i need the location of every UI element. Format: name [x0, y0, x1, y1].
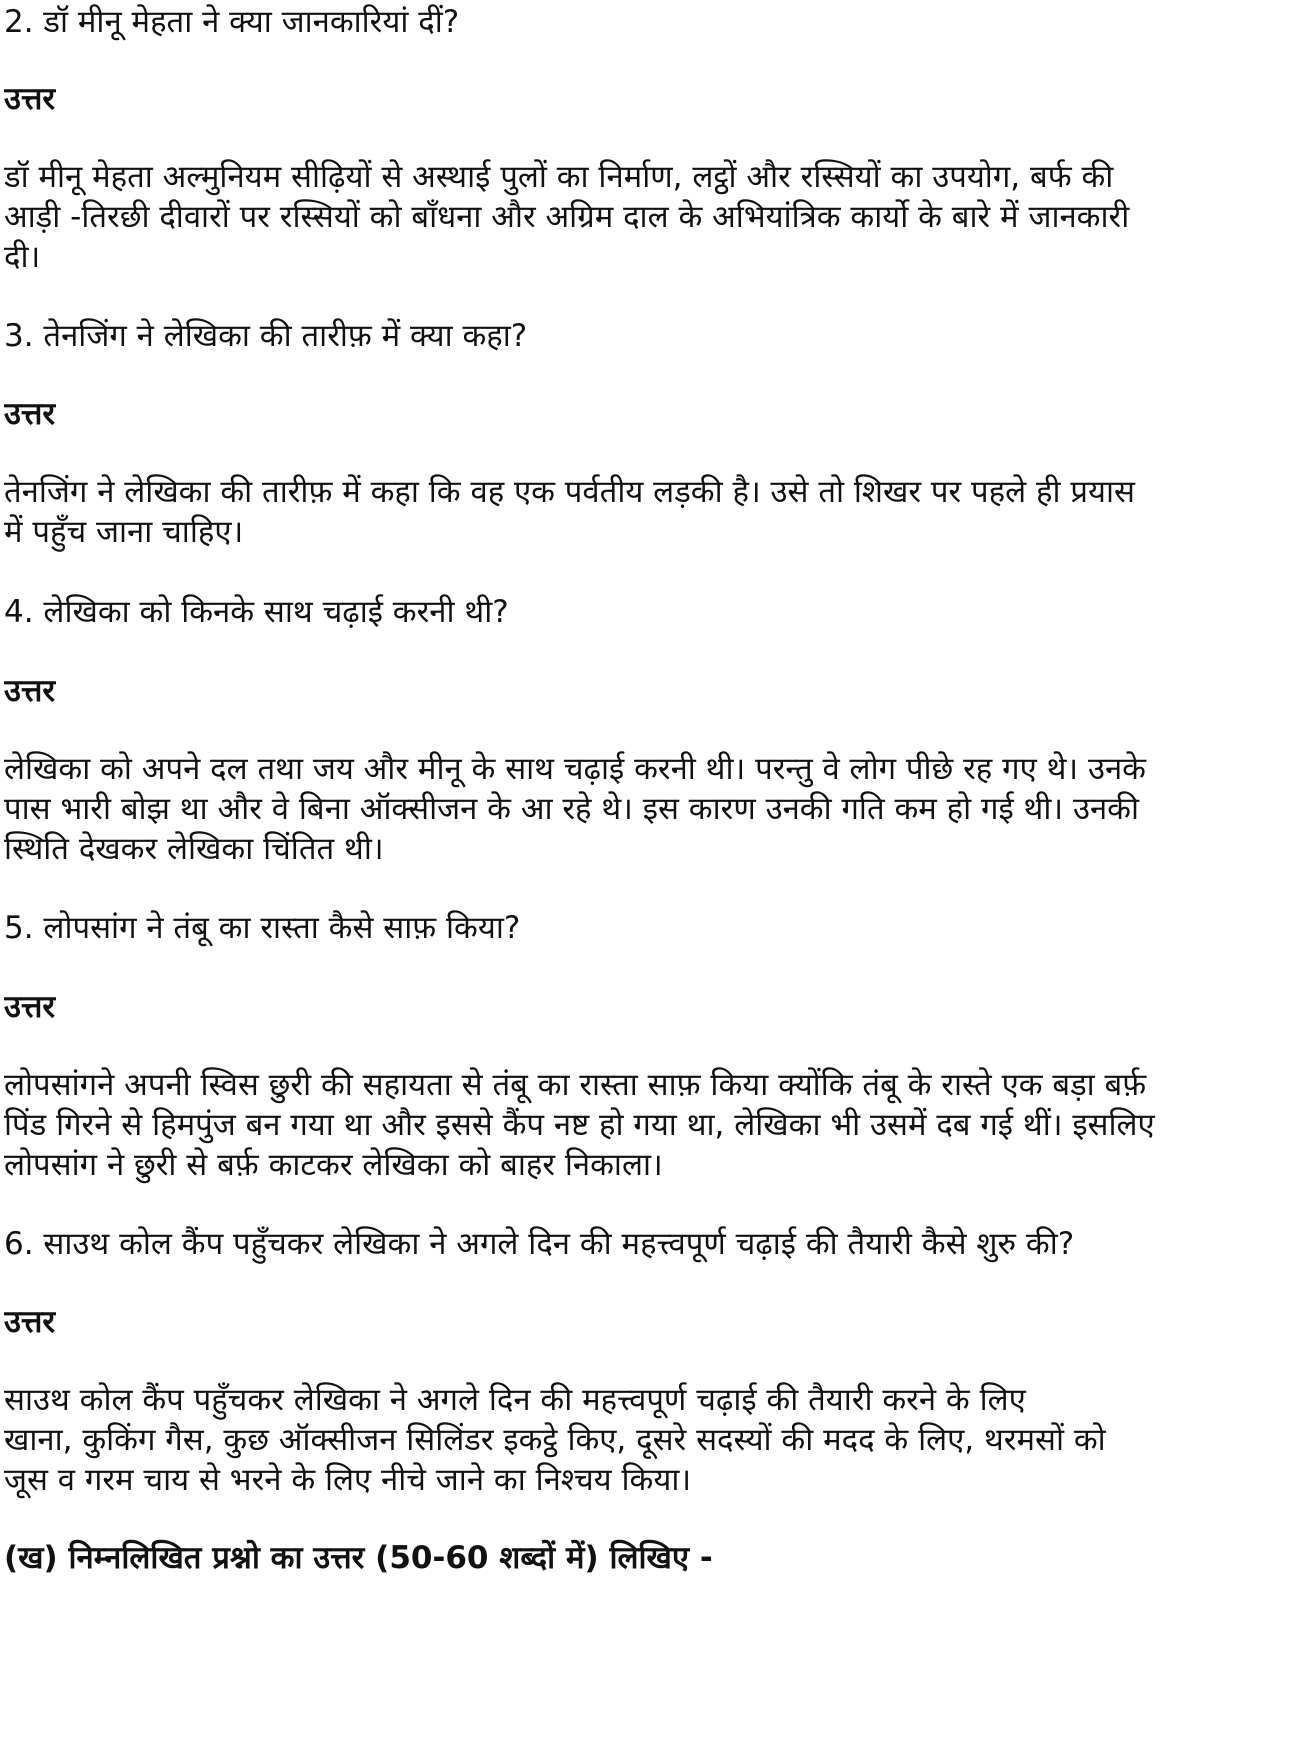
answer-5-line-3: लोपसांग ने छुरी से बर्फ़ काटकर लेखिका को बाहर निकाला।: [4, 1147, 663, 1183]
answer-4-line-2: पास भारी बोझ था और वे बिना ऑक्सीजन के आ रहे थे। इस कारण उनकी गति कम हो गई थी। उनकी: [4, 791, 1140, 827]
answer-label-6: उत्तर: [4, 1304, 56, 1340]
answer-5-line-1: लोपसांगने अपनी स्विस छुरी की सहायता से तंबू का रास्ता साफ़ किया क्योंकि तंबू के रास्ते एक बड़ा बर्फ़: [4, 1067, 1147, 1103]
answer-3-line-1: तेनजिंग ने लेखिका की तारीफ़ में कहा कि वह एक पर्वतीय लड़की है। उसे तो शिखर पर पहले ही प्रयास: [4, 474, 1135, 510]
question-2: 2. डॉ मीनू मेहता ने क्या जानकारियां दीं?: [4, 4, 460, 40]
answer-5-line-2: पिंड गिरने से हिमपुंज बन गया था और इससे कैंप नष्ट हो गया था, लेखिका भी उसमें दब गई थीं। इसलिए: [4, 1107, 1155, 1143]
question-3: 3. तेनजिंग ने लेखिका की तारीफ़ में क्या कहा?: [4, 318, 528, 354]
answer-label-4: उत्तर: [4, 673, 56, 709]
answer-4-line-3: स्थिति देखकर लेखिका चिंतित थी।: [4, 831, 384, 867]
question-4: 4. लेखिका को किनके साथ चढ़ाई करनी थी?: [4, 594, 509, 630]
answer-4-line-1: लेखिका को अपने दल तथा जय और मीनू के साथ चढ़ाई करनी थी। परन्तु वे लोग पीछे रह गए थे। उनके: [4, 751, 1146, 787]
question-6: 6. साउथ कोल कैंप पहुँचकर लेखिका ने अगले दिन की महत्त्वपूर्ण चढ़ाई की तैयारी कैसे शुरु की?: [4, 1226, 1075, 1262]
section-heading: (ख) निम्नलिखित प्रश्नो का उत्तर (50-60 शब्दों में) लिखिए -: [4, 1540, 713, 1576]
answer-2-line-2: आड़ी -तिरछी दीवारों पर रस्सियों को बाँधना और अग्रिम दाल के अभियांत्रिक कार्यो के बारे में जानकारी: [4, 199, 1130, 235]
answer-2-line-1: डॉ मीनू मेहता अल्मुनियम सीढ़ियों से अस्थाई पुलों का निर्माण, लट्ठों और रस्सियों का उपयोग, बर्फ की: [4, 159, 1114, 195]
answer-6-line-1: साउथ कोल कैंप पहुँचकर लेखिका ने अगले दिन की महत्त्वपूर्ण चढ़ाई की तैयारी करने के लिए: [4, 1382, 1026, 1418]
answer-6-line-2: खाना, कुकिंग गैस, कुछ ऑक्सीजन सिलिंडर इकट्ठे किए, दूसरे सदस्यों की मदद के लिए, थरमसों को: [4, 1422, 1106, 1458]
question-5: 5. लोपसांग ने तंबू का रास्ता कैसे साफ़ किया?: [4, 910, 521, 946]
answer-2-line-3: दी।: [4, 239, 41, 275]
answer-3-line-2: में पहुँच जाना चाहिए।: [4, 514, 244, 550]
answer-6-line-3: जूस व गरम चाय से भरने के लिए नीचे जाने का निश्चय किया।: [4, 1462, 692, 1498]
answer-label-2: उत्तर: [4, 81, 56, 117]
answer-label-3: उत्तर: [4, 396, 56, 432]
answer-label-5: उत्तर: [4, 989, 56, 1025]
